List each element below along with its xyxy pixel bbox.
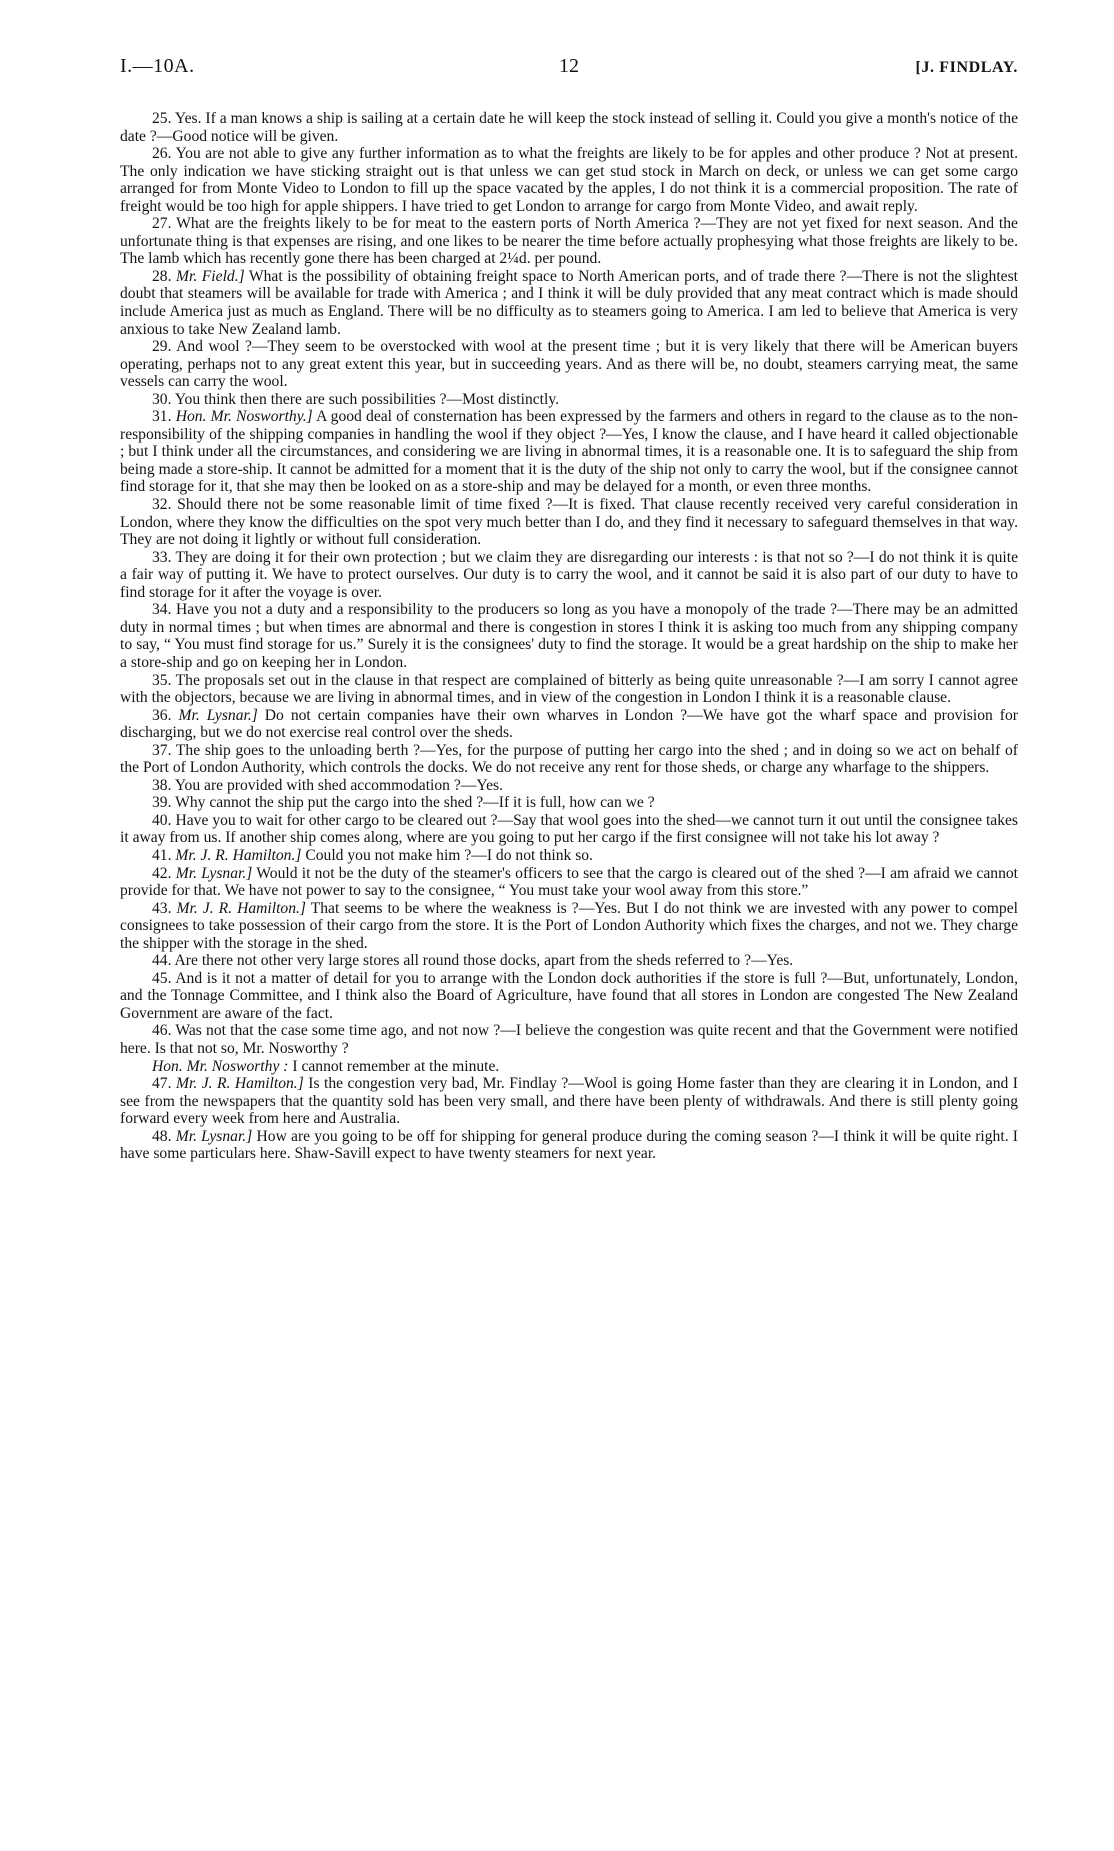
question-paragraph (120, 1075, 1018, 1128)
testimony-text: You are provided with shed accommodation ?—Yes. (174, 776, 503, 794)
speaker-name: Mr. Field.] (176, 267, 245, 285)
testimony-text: That seems to be where the weakness is ?—Yes. But I do not think we are invested with any power to compel consignees to take possession of their cargo from the store. It is the Port of London Authority which fixes the charges, and not we. They charge the shipper with the storage in the shed. (120, 899, 1018, 952)
question-paragraph (120, 549, 1018, 602)
question-paragraph (120, 215, 1018, 268)
testimony-text: The proposals set out in the clause in that respect are complained of bitterly as being quite unreasonable ?—I am sorry I cannot agree with the objectors, because we are living in abnormal times, and in view of the congestion in London I think it is a reasonable clause. (120, 671, 1018, 707)
question-number: 33. (152, 548, 172, 566)
question-number: 45. (152, 969, 172, 987)
question-number: 47. (152, 1075, 172, 1093)
testimony-text: Why cannot the ship put the cargo into the shed ?—If it is full, how can we ? (175, 794, 655, 812)
question-paragraph (120, 812, 1018, 847)
question-number: 40. (152, 811, 172, 829)
question-paragraph (120, 777, 1018, 795)
question-number: 31. (152, 408, 172, 426)
question-number: 27. (152, 215, 172, 233)
testimony-text: A good deal of consternation has been expressed by the farmers and others in regard to the clause as to the non-responsibility of the shipping companies in handling the wool if they object ?—Yes, I know the clause, and I have heard it called objectionable ; but I think under all the circumstances, and considering we are living in abnormal times, it is a reasonable one. It is to safeguard the ship from being made a store-ship. It cannot be admitted for a moment that it is the duty of the ship not only to carry the wool, but if the consignee cannot find storage for it, that she may then be looked on as a store-ship and may be delayed for a month, or even three months. (120, 408, 1018, 496)
speaker-name: Mr. J. R. Hamilton.] (175, 1075, 304, 1093)
speaker-name: Mr. J. R. Hamilton.] (176, 899, 306, 917)
testimony-text: What are the freights likely to be for meat to the eastern ports of North America ?—They are not yet fixed for next season. And the unfortunate thing is that expenses are rising, and one likes to be nearer the time before actually prophesying what those freights are likely to be. The lamb which has recently gone there has been charged at 2¼d. per pound. (120, 215, 1018, 268)
testimony-text: And wool ?—They seem to be overstocked with wool at the present time ; but it is very likely that there will be American buyers operating, perhaps not to any great extent this year, but in succeeding years. And as there will be, no doubt, steamers carrying meat, the same vessels can carry the wool. (120, 338, 1018, 391)
speaker-name: Mr. Lysnar.] (175, 864, 253, 882)
transcript-body (120, 110, 1018, 1163)
testimony-text: And is it not a matter of detail for you to arrange with the London dock authorities if the store is full ?—But, unfortunately, London, and the Tonnage Committee, and I think also the Board of Agriculture, have found that all stores in London are congested The New Zealand Government are aware of the fact. (120, 969, 1019, 1022)
testimony-text: You are not able to give any further information as to what the freights are likely to be for apples and other produce ? Not at present. The only indication we have sticking straight out is that unless we can get stud stock in March on deck, or unless we can get some cargo arranged for from Monte Video to London to fill up the space vacated by the apples, I do not think it is a commercial proposition. The rate of freight would be too high for apple shippers. I have tried to get London to arrange for cargo from Monte Video, and await reply. (120, 145, 1018, 215)
question-number: 41. (152, 846, 172, 864)
question-paragraph (120, 268, 1018, 338)
question-number: 29. (152, 338, 172, 356)
question-paragraph (120, 952, 1018, 970)
question-paragraph (120, 847, 1018, 865)
question-paragraph (120, 110, 1018, 145)
question-paragraph (120, 1128, 1018, 1163)
question-paragraph (120, 865, 1018, 900)
question-paragraph (120, 900, 1018, 953)
question-paragraph (120, 496, 1018, 549)
testimony-text: Should there not be some reasonable limit of time fixed ?—It is fixed. That clause recently received very careful consideration in London, where they know the difficulties on the spot very much better than I do, and they find it necessary to safeguard themselves in that way. They are not doing it lightly or without full consideration. (120, 496, 1018, 549)
question-number: 46. (152, 1022, 172, 1040)
testimony-text: They are doing it for their own protection ; but we claim they are disregarding our interests : is that not so ?—I do not think it is quite a fair way of putting it. We have to protect ourselves. Our duty is to carry the wool, and it cannot be said it is also part of our duty to have to find storage for it after the voyage is over. (120, 548, 1018, 601)
question-paragraph (120, 601, 1018, 671)
testimony-text: Yes. If a man knows a ship is sailing at a certain date he will keep the stock instead of selling it. Could you give a month's notice of the date ?—Good notice will be given. (120, 110, 1018, 145)
question-number: 30. (152, 390, 172, 408)
question-number: 44. (152, 952, 172, 970)
speaker-name: Hon. Mr. Nosworthy.] (175, 408, 313, 426)
question-number: 36. (152, 706, 172, 724)
question-number: 43. (152, 899, 172, 917)
page-header (120, 55, 1018, 85)
testimony-text: What is the possibility of obtaining freight space to North American ports, and of trade there ?—There is not the slightest doubt that steamers will be available for trade with America ; and I think it will be duly provided that any meat contract which is made should include America just as much as England. There will be no difficulty as to steamers going to America. I am led to believe that America is very anxious to take New Zealand lamb. (120, 267, 1018, 338)
testimony-text: I cannot remember at the minute. (292, 1057, 500, 1075)
page-number: 12 (559, 55, 579, 77)
testimony-text: How are you going to be off for shipping for general produce during the coming season ?—I think it will be quite right. I have some particulars here. Shaw-Savill expect to have twenty steamers for next year. (120, 1127, 1019, 1163)
question-number: 37. (152, 741, 172, 759)
testimony-text: Is the congestion very bad, Mr. Findlay ?—Wool is going Home faster than they are clearing it in London, and I see from the newspapers that the quantity sold has been very small, and there have been plenty of withdrawals. And there is still plenty going forward every week from here and Australia. (120, 1075, 1018, 1128)
question-number: 26. (152, 145, 172, 163)
question-number: 39. (152, 794, 172, 812)
question-number: 25. (152, 110, 172, 127)
testimony-text: Was not that the case some time ago, and not now ?—I believe the congestion was quite recent and that the Government were notified here. Is that not so, Mr. Nosworthy ? (120, 1022, 1018, 1057)
witness-name: [J. FINDLAY. (915, 59, 1018, 76)
question-paragraph (120, 1022, 1018, 1057)
question-paragraph (120, 794, 1018, 812)
question-number: 38. (152, 776, 172, 794)
question-paragraph (120, 970, 1018, 1023)
speaker-name: Mr. J. R. Hamilton.] (175, 846, 302, 864)
question-paragraph (120, 338, 1018, 391)
testimony-text: Could you not make him ?—I do not think so. (305, 846, 593, 864)
document-reference: I.—10A. (120, 55, 195, 77)
testimony-text: Do not certain companies have their own wharves in London ?—We have got the wharf space and provision for discharging, but we do not exercise real control over the sheds. (120, 706, 1018, 742)
testimony-text: The ship goes to the unloading berth ?—Yes, for the purpose of putting her cargo into the shed ; and in doing so we act on behalf of the Port of London Authority, which controls the docks. We do not receive any rent for those sheds, or charge any wharfage to the shippers. (120, 741, 1018, 777)
speaker-name: Hon. Mr. Nosworthy : (152, 1057, 289, 1075)
question-paragraph (120, 391, 1018, 409)
question-number: 32. (152, 496, 172, 514)
speaker-name: Mr. Lysnar.] (175, 1127, 253, 1145)
question-paragraph (120, 742, 1018, 777)
speaker-name: Mr. Lysnar.] (178, 706, 258, 724)
question-number: 42. (152, 864, 172, 882)
testimony-text: Have you not a duty and a responsibility to the producers so long as you have a monopoly of the trade ?—There may be an admitted duty in normal times ; but when times are abnormal and there is congestion in stores I think it is asking too much from any shipping company to say, “ You must find storage for us.” Surely it is the consignees' duty to find the storage. It would be a great hardship on the ship to make her a store-ship and go on keeping her in London. (120, 601, 1018, 671)
question-number: 48. (152, 1127, 172, 1145)
question-number: 28. (152, 267, 172, 285)
testimony-text: Have you to wait for other cargo to be cleared out ?—Say that wool goes into the shed—we cannot turn it out until the consignee takes it away from us. If another ship comes along, where are you going to put her cargo if the first consignee will not take his lot away ? (120, 811, 1018, 847)
question-number: 34. (152, 601, 172, 619)
question-paragraph (120, 707, 1018, 742)
testimony-text: You think then there are such possibilities ?—Most distinctly. (174, 390, 560, 408)
testimony-text: Are there not other very large stores all round those docks, apart from the sheds referred to ?—Yes. (174, 952, 794, 970)
question-paragraph (120, 145, 1018, 215)
testimony-text: Would it not be the duty of the steamer's officers to see that the cargo is cleared out of the shed ?—I am afraid we cannot provide for that. We have not power to say to the consignee, “ You must take your wool away from this store.” (120, 864, 1018, 900)
question-paragraph (120, 1058, 1018, 1076)
question-number: 35. (152, 671, 172, 689)
question-paragraph (120, 408, 1018, 496)
question-paragraph (120, 672, 1018, 707)
